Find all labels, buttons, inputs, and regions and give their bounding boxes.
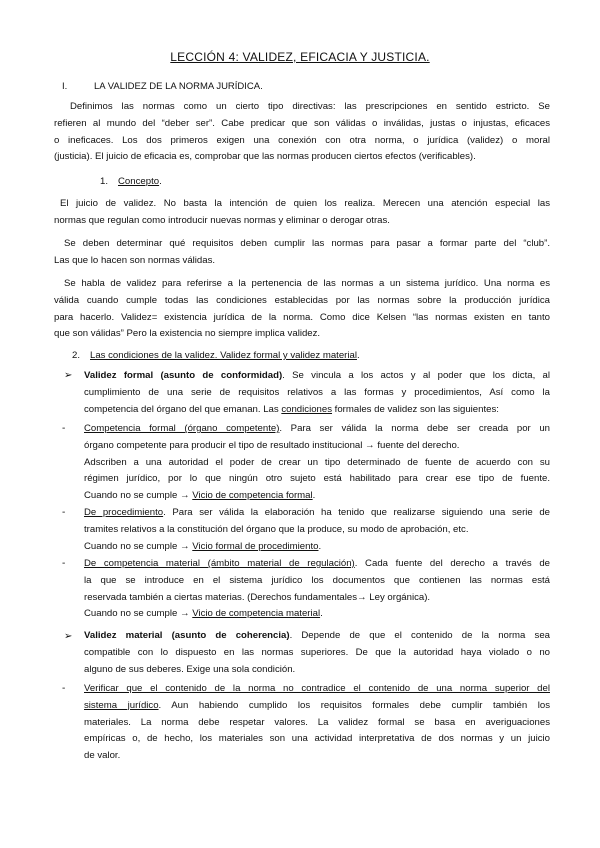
punct: . bbox=[320, 608, 323, 620]
dash-marker: - bbox=[62, 558, 66, 569]
text-line: normas que regulan como introducir nuevas normas y eliminar o derogar otras. bbox=[54, 214, 390, 226]
text-span: formales de validez son las siguientes: bbox=[332, 403, 499, 415]
dash-marker: - bbox=[62, 683, 66, 694]
text-line bbox=[84, 402, 550, 419]
competencia-material-paragraph bbox=[84, 556, 550, 623]
vicio-link: Vicio de competencia formal bbox=[192, 490, 313, 502]
text-span: Cuando no se cumple → bbox=[84, 540, 193, 552]
text-span: . Para ser válida la norma debe ser creada por un bbox=[279, 423, 550, 434]
verificar-label: Verificar que el contenido de la norma no contradice el contenido de una norma superior del bbox=[84, 683, 550, 694]
concepto-paragraph-2 bbox=[54, 236, 550, 270]
text-span: . Cada fuente del derecho a través de bbox=[354, 558, 550, 569]
text-line: refieren al mundo del “deber ser”. Cabe predicar que son válidas o inválidas, justas o injustas, eficaces bbox=[54, 117, 550, 129]
text-line: válida cuando cumple todas las condiciones establecidas por las normas sobre la producción jurídica bbox=[54, 294, 550, 306]
text-line bbox=[84, 606, 550, 623]
subsection-heading-2 bbox=[72, 350, 360, 361]
text-line: El juicio de validez. No basta la intención de quien los realiza. Merecen una atención especial las bbox=[60, 198, 550, 209]
concepto-paragraph-3 bbox=[54, 276, 550, 343]
text-line: órgano competente para producir el tipo de resultado institucional → fuente del derecho. bbox=[84, 439, 460, 451]
validez-formal-heading: Validez formal (asunto de conformidad) bbox=[84, 370, 283, 381]
verificar-label-cont: sistema jurídico bbox=[84, 699, 159, 711]
text-span: . Aun habiendo cumplido los requisitos formales debe cumplir también los bbox=[158, 699, 550, 711]
subsection-label: Las condiciones de la validez. Validez formal y validez material bbox=[90, 350, 357, 361]
text-line bbox=[84, 421, 550, 438]
validez-material-heading: Validez material (asunto de coherencia) bbox=[84, 630, 290, 641]
text-line bbox=[84, 698, 550, 715]
bullet-arrow-icon: ➢ bbox=[64, 631, 73, 642]
text-line bbox=[84, 628, 550, 645]
text-line: reservada también a ciertas materias. (Derechos fundamentales→ Ley orgánica). bbox=[84, 591, 431, 603]
competencia-material-label: De competencia material (ámbito material de regulación) bbox=[84, 558, 355, 569]
text-span: competencia del órgano del que emanan. Las bbox=[84, 403, 282, 415]
text-span: . Para ser válida la elaboración ha tenido que realizarse siguiendo una serie de bbox=[163, 507, 550, 518]
bullet-arrow-icon: ➢ bbox=[64, 370, 73, 381]
subsection-heading-1 bbox=[100, 176, 162, 187]
subsection-number: 1. bbox=[100, 176, 109, 187]
concepto-paragraph-1 bbox=[54, 196, 550, 230]
text-span: Cuando no se cumple → bbox=[84, 608, 193, 620]
text-line: compatible con lo dispuesto en las normas superiores. De que la autoridad haya violado o no bbox=[84, 646, 550, 658]
text-line: empíricas o, de hecho, los materiales son una actividad interpretativa de dos normas y un juicio bbox=[84, 733, 550, 745]
text-span: Cuando no se cumple → bbox=[84, 490, 193, 502]
text-line: régimen jurídico, por lo que ningún otro sujeto está habilitado para crear ese tipo de fuente. bbox=[84, 473, 550, 485]
vicio-link: Vicio de competencia material bbox=[192, 608, 321, 620]
text-line: que son válidas” Pero la existencia no siempre implica validez. bbox=[54, 328, 321, 340]
text-line: materiales. La norma debe respetar valores. La validez formal se basa en averiguaciones bbox=[84, 716, 550, 728]
section-label: LA VALIDEZ DE LA NORMA JURÍDICA. bbox=[94, 81, 263, 92]
text-line: tramites relativos a la constitución del órgano que la produce, su modo de aprobación, etc. bbox=[84, 523, 469, 535]
text-line: Se deben determinar qué requisitos deben cumplir las normas para pasar a formar parte del “club”. bbox=[64, 238, 550, 249]
dash-marker: - bbox=[62, 507, 66, 518]
text-line: alguno de sus deberes. Exige una sola condición. bbox=[84, 663, 296, 675]
section-heading-1 bbox=[62, 81, 263, 92]
competencia-formal-paragraph bbox=[84, 421, 550, 505]
text-span: . Depende de que el contenido de la norma sea bbox=[289, 630, 550, 641]
text-line: para hacerlo. Validez= existencia jurídica de la norma. Como dice Kelsen “las normas existen en tanto bbox=[54, 311, 550, 323]
subsection-number: 2. bbox=[72, 350, 81, 361]
validez-material-paragraph bbox=[84, 628, 550, 678]
vicio-link: Vicio formal de procedimiento bbox=[192, 540, 319, 552]
text-line: Definimos las normas como un cierto tipo directivas: las prescripciones en sentido estricto. Se bbox=[70, 101, 550, 112]
text-span: condiciones bbox=[281, 403, 333, 415]
text-line bbox=[84, 368, 550, 385]
text-line: (justicia). El juicio de eficacia es, comprobar que las normas producen ciertos efectos (verificables). bbox=[54, 151, 476, 163]
dash-marker: - bbox=[62, 423, 66, 434]
subsection-label: Concepto bbox=[118, 176, 160, 187]
procedimiento-paragraph bbox=[84, 505, 550, 555]
text-line: Las que lo hacen son normas válidas. bbox=[54, 254, 216, 266]
page-title: LECCIÓN 4: VALIDEZ, EFICACIA Y JUSTICIA. bbox=[170, 50, 430, 64]
text-line: de valor. bbox=[84, 750, 121, 762]
text-line bbox=[84, 505, 550, 522]
validez-formal-paragraph bbox=[84, 368, 550, 418]
text-line: Se habla de validez para referirse a la pertenencia de las normas a un sistema jurídico. Una norma es bbox=[64, 278, 550, 289]
section-number: I. bbox=[62, 81, 68, 92]
verificar-paragraph bbox=[84, 681, 550, 765]
text-line bbox=[84, 539, 550, 556]
punct: . bbox=[318, 540, 322, 552]
procedimiento-label: De procedimiento bbox=[84, 507, 164, 518]
punct: . bbox=[356, 350, 360, 361]
text-line bbox=[84, 488, 550, 505]
text-line: la que se introduce en el sistema jurídico los documentos que contienen las normas está bbox=[84, 574, 550, 586]
text-line: o ineficaces. Los dos primeros exigen una conexión con otra norma, o jurídica (validez) o moral bbox=[54, 134, 550, 146]
intro-paragraph bbox=[54, 99, 550, 166]
punct: . bbox=[159, 176, 162, 187]
punct: . bbox=[312, 490, 316, 502]
text-line: cumplimiento de una serie de requisitos relativos a las formas y procedimientos, Así como la bbox=[84, 386, 550, 398]
text-line bbox=[84, 556, 550, 573]
competencia-formal-label: Competencia formal (órgano competente) bbox=[84, 423, 280, 434]
text-span: . Se vincula a los actos y al poder que los dicta, al bbox=[282, 370, 551, 381]
text-line: Adscriben a una autoridad el poder de crear un tipo determinado de fuente de acuerdo con su bbox=[84, 456, 550, 468]
